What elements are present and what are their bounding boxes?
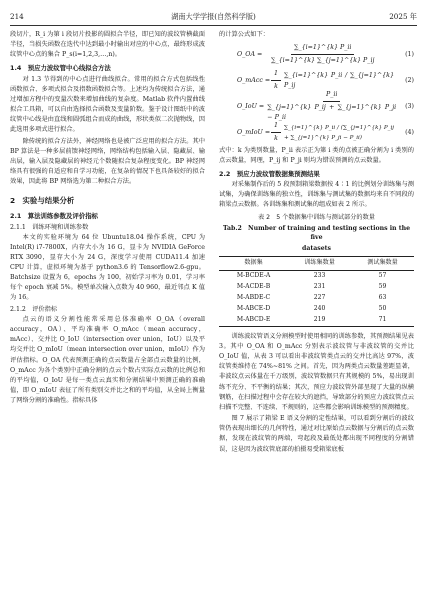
- equation-numerator: 1: [271, 69, 281, 81]
- journal-name: 湖南大学学报(自然科学版): [171, 12, 256, 21]
- equation-lhs: O_OA =: [237, 50, 263, 58]
- equation-iou: [219, 90, 414, 122]
- table-row: [219, 282, 414, 293]
- section-heading-2-1: 2.1 算法训练参数及评价指标: [10, 212, 99, 221]
- left-column: [10, 30, 205, 598]
- table-caption-cn: 表 2 5 个数据集中训练与测试部分的数量: [258, 213, 375, 221]
- table-cell: 240: [313, 305, 326, 313]
- table-cell: 57: [378, 271, 387, 279]
- table-row: [219, 304, 414, 315]
- equation-number: (4): [405, 128, 414, 136]
- table-cell: 227: [313, 294, 326, 301]
- paragraph: 训练波纹管语义分割模型时使用相同的训练参数，其预测结果见表 3。其中 O_OA 和 O_mAcc 分别表示波纹管与非波纹管的交并比 O_IoU 值，从表 3 可以看出非波纹管类点云的交并比高达 97%，波纹管类维持在 74%~81% 之间。首先，因为两类点云数量差距显著，非波纹点云体量在千万级别，波纹管数据只有其规模的 5%，易出现训练不充分、不平衡的结果；其次，预应力波纹管外部呈现了大量的纵横钢筋，在扫描过程中会存在较大的遮挡，导致部分的预应力波纹管点云扫描不完整、不连续、不规则的，这些都会影响训练模型的预测精度。: [219, 333, 414, 411]
- journal-year: 2025 年: [389, 12, 417, 21]
- table-header-cell: 数据集: [219, 256, 288, 270]
- section-heading-1-4: 1.4 预应力波纹管中心线拟合方法: [10, 64, 111, 73]
- table-cell: M-ABDE-C: [236, 294, 271, 301]
- equation-lhs: O_IoU =: [237, 102, 265, 110]
- equation-denominator: ∑_{i=1}^{k} ∑_{j=1}^{k} P_ij: [271, 57, 375, 65]
- page-header: [10, 11, 417, 23]
- dataset-table: [219, 256, 414, 327]
- equation-numerator: ∑_{i=1}^{k} P_ii: [291, 43, 354, 55]
- equation-lhs: O_mIoU =: [237, 128, 271, 136]
- section-heading-2-1-2: 2.1.2 评价指标: [10, 306, 58, 314]
- paragraph: 本文的实验环境为 64 位 Ubuntu18.04 操作系统，CPU 为 Intel(R) i7-7800X，内存大小为 16 G，显卡为 NVIDIA GeForce RTX 3090，显存大小为 24 G，深度学习使用 CUDA11.4 加速 CPU 计算，虚拟环境为基于 python3.6 的 Tensorflow2.6-gpu。Batchsize 设置为 6，epochs 为 100，初始学习率为 0.01，学习率每个 epoch 衰减 5%。模型单次输入点数为 40 960，最近邻点 K 值为 16。: [10, 233, 205, 302]
- table-row: [219, 293, 414, 304]
- equation-fraction: [267, 90, 396, 123]
- table-cell: 71: [351, 315, 414, 327]
- section-heading-2-1-1: 2.1.1 训练环境和训练参数: [10, 223, 89, 231]
- equation-fraction: [271, 43, 374, 66]
- paragraph: 除传统的拟合方法外，神经网络也是被广泛应用的拟合方法。其中 BP 算法是一种多层前馈神经网络，网络结构包括输入层、隐藏层、输出层，输入层及隐藏层的神经元个数随拟合复杂程度变化。BP 神经网络具有很强的自适应和自学习功能，在复杂的情况下也具备较好的拟合效果，因此将 BP 网络选为第二种拟合方法。: [10, 137, 205, 186]
- equation-numerator: P_ii: [323, 90, 340, 102]
- equation-number: (2): [405, 76, 414, 84]
- header-rule: [10, 25, 417, 26]
- table-caption-en-cont: datasets: [302, 244, 331, 252]
- table-cell: M-ABCD-E: [219, 315, 288, 327]
- equation-numerator: 1: [271, 121, 281, 133]
- equation-denominator: k: [274, 135, 278, 143]
- paragraph: 对 1.3 节得到的中心点进行曲线拟合。常用的拟合方式包括线性函数拟合、多项式拟合及指数函数拟合等。上述均为传统拟合方法，通过增加方程中的变量次数来增加曲线的复杂度。Matlab 软件内置曲线拟合工具箱，可以自由选择拟合函数及变量阶数。鉴于设计图纸中的波纹管中心线是由直线和圆弧组合而成的曲线，形状类似二次抛物线，因此选用多项式进行拟合。: [10, 75, 205, 134]
- equation-fraction: [271, 69, 281, 92]
- table-cell: 219: [288, 315, 351, 327]
- table-row: [219, 315, 414, 327]
- paragraph: 点云的语义分割性能常采用总体准确率 O_OA（overall accuracy，OA）、平均准确率 O_mAcc（mean accuracy，mAcc）、交并比 O_IoU（intersection over union，IoU）以及平均交并比 O_mIoU（mean intersection over union，mIoU）作为评估指标。O_OA 代表预测正确的点云数量占全部点云数量的比例，O_mAcc 为各个类别中正确分割的点云个数占实际点云数的比例总和的平均值，O_IoU 是每一类点云真实和分割结果中预测正确的准确值，即 O_mIoU 表征了所有类别交并比之和的平均值，从全局上衡量了网络分割的准确性。指标具体: [10, 316, 205, 404]
- equation-number: (3): [405, 102, 414, 110]
- paragraph: 的计算公式如下：: [219, 31, 269, 38]
- paragraph: 段切片，R_i 为第 i 段切片投影的圆拟合半径，即已知的波纹管横截面半径，当损失函数在迭代中达到最小时输出对应的中心点，最终形成波纹管中心点的集合 P_s(i=1,2,3,…,n)。: [10, 31, 205, 59]
- equation-miou: [219, 120, 414, 146]
- table-cell: 50: [378, 305, 387, 313]
- paragraph: 式中：k 为类别数量，P_ii 表示正为第 i 类的点被正确分割为 i 类别的点云数量，同理，P_ij 和 P_ji 则均为错误预测的点云数量。: [219, 146, 414, 164]
- equation-denominator: ∑_{j=1}^{k} P_ij + ∑_{j=1}^{k} P_ji − P_ii: [267, 104, 397, 122]
- right-column: [219, 30, 414, 598]
- paragraph: 图 7 展示了箱梁 E 语义分割的定性结果，可以看到分割后的波纹管仍表现出细长的几何特性，通过对比原始点云数据与分割后的点云数据，发现在波纹管的两端，弯起段及最低处都出现不同程度的分割错误，这是因为波纹管底部的拍摄易受箱梁底板: [219, 415, 414, 453]
- table-cell: M-ACDE-B: [236, 282, 271, 290]
- table-cell: M-ABCE-D: [236, 305, 271, 313]
- equation-rhs: ∑_{i=1}^{k} P_ii / (∑_{j=1}^{k} P_ij + ∑_{j=1}^{k} P_ji − P_ii): [284, 124, 394, 141]
- table-cell: 233: [313, 271, 326, 279]
- table-cell: M-BCDE-A: [236, 271, 271, 279]
- equation-denominator: k: [274, 83, 278, 91]
- table-cell: 63: [378, 294, 387, 301]
- section-heading-2-2: 2.2 预应力波纹管数据集预测结果: [219, 169, 320, 178]
- table-header-cell: 测试集数量: [351, 256, 414, 270]
- section-heading-2: 2 实验与结果分析: [10, 196, 75, 206]
- page-number: 214: [10, 12, 24, 21]
- equation-number: (1): [405, 50, 414, 58]
- equation-oa: [219, 42, 414, 68]
- paragraph: 对采集制作后的 5 段预制箱梁数据按 4∶1 的比例划分训练集与测试集，为确保训练集的独立性，训练集与测试集的数据均来自不同段的箱梁点云数据。各训练集和测试集的组成如表 2 所示。: [219, 181, 414, 209]
- table-cell: 59: [378, 282, 387, 290]
- table-caption-en: Tab.2 Number of training and testing sections in the five: [222, 224, 411, 241]
- table-row: [219, 270, 414, 282]
- table-header-cell: 训练集数量: [288, 256, 351, 270]
- table-cell: 231: [313, 282, 326, 290]
- equation-rhs: ∑_{i=1}^{k} P_ii / ∑_{j=1}^{k} P_ij: [284, 71, 394, 89]
- equation-lhs: O_mAcc =: [237, 76, 271, 84]
- equation-fraction: [271, 121, 281, 144]
